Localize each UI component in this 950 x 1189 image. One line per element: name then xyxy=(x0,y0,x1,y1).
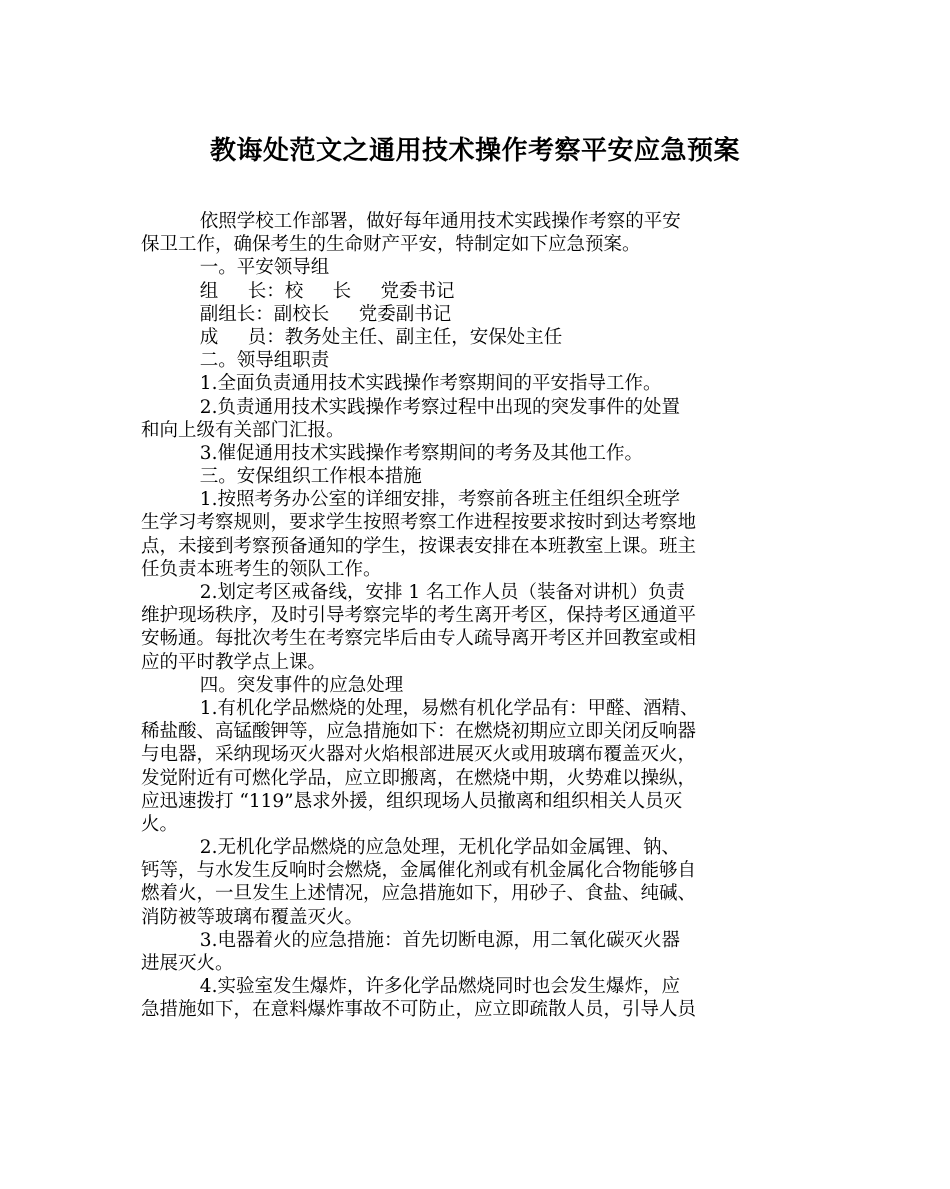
document-body xyxy=(141,210,813,1022)
body-line: 发觉附近有可燃化学品，应立即搬离，在燃烧中期，火势难以操纵， xyxy=(141,767,697,789)
body-line: 1.按照考务办公室的详细安排，考察前各班主任组织全班学 xyxy=(141,489,680,511)
body-line: 安畅通。每批次考生在考察完毕后由专人疏导离开考区并回教室或相 xyxy=(141,628,697,650)
body-line: 任负责本班考生的领队工作。 xyxy=(141,558,382,580)
body-line: 应的平时教学点上课。 xyxy=(141,651,327,673)
body-line: 应迅速拨打 “119”恳求外援，组织现场人员撤离和组织相关人员灭 xyxy=(141,790,683,812)
body-line: 1.有机化学品燃烧的处理，易燃有机化学品有：甲醛、酒精、 xyxy=(141,697,699,719)
body-line: 3.电器着火的应急措施：首先切断电源，用二氧化碳灭火器 xyxy=(141,929,680,951)
body-line: 1.全面负责通用技术实践操作考察期间的平安指导工作。 xyxy=(141,373,662,395)
body-line: 成 员：教务处主任、副主任，安保处主任 xyxy=(141,326,563,348)
body-line: 保卫工作，确保考生的生命财产平安，特制定如下应急预案。 xyxy=(141,234,641,256)
body-line: 二。领导组职责 xyxy=(141,350,330,372)
body-line: 2.负责通用技术实践操作考察过程中出现的突发事件的处置 xyxy=(141,396,680,418)
body-line: 燃着火，一旦发生上述情况，应急措施如下，用砂子、食盐、纯碱、 xyxy=(141,883,697,905)
body-line: 与电器，采纳现场灭火器对火焰根部进展灭火或用玻璃布覆盖灭火， xyxy=(141,744,697,766)
body-line: 3.催促通用技术实践操作考察期间的考务及其他工作。 xyxy=(141,442,643,464)
body-line: 4.实验室发生爆炸，许多化学品燃烧同时也会发生爆炸，应 xyxy=(141,976,680,998)
body-line: 火。 xyxy=(141,813,179,835)
body-line: 三。安保组织工作根本措施 xyxy=(141,466,422,488)
body-line: 稀盐酸、高锰酸钾等，应急措施如下：在燃烧初期应立即关闭反响器 xyxy=(141,721,697,743)
body-line: 点，未接到考察预备通知的学生，按课表安排在本班教室上课。班主 xyxy=(141,535,697,557)
body-line: 副组长：副校长 党委副书记 xyxy=(141,303,452,325)
body-line: 2.划定考区戒备线，安排 1 名工作人员（装备对讲机）负责 xyxy=(141,582,685,603)
body-line: 一。平安领导组 xyxy=(141,257,330,279)
body-line: 依照学校工作部署，做好每年通用技术实践操作考察的平安 xyxy=(141,211,681,232)
body-line: 生学习考察规则，要求学生按照考察工作进程按要求按时到达考察地 xyxy=(141,512,697,534)
body-line: 进展灭火。 xyxy=(141,953,234,974)
body-line: 急措施如下，在意料爆炸事故不可防止，应立即疏散人员，引导人员 xyxy=(141,999,697,1021)
document-title: 教诲处范文之通用技术操作考察平安应急预案 xyxy=(209,136,740,166)
body-line: 和向上级有关部门汇报。 xyxy=(141,419,345,441)
body-line: 2.无机化学品燃烧的应急处理，无机化学品如金属锂、钠、 xyxy=(141,837,680,859)
body-line: 组 长：校 长 党委书记 xyxy=(141,280,455,302)
body-line: 钙等，与水发生反响时会燃烧，金属催化剂或有机金属化合物能够自 xyxy=(141,860,697,882)
body-line: 四。突发事件的应急处理 xyxy=(141,674,404,696)
body-line: 消防被等玻璃布覆盖灭火。 xyxy=(141,906,364,928)
body-line: 维护现场秩序，及时引导考察完毕的考生离开考区，保持考区通道平 xyxy=(141,605,697,627)
